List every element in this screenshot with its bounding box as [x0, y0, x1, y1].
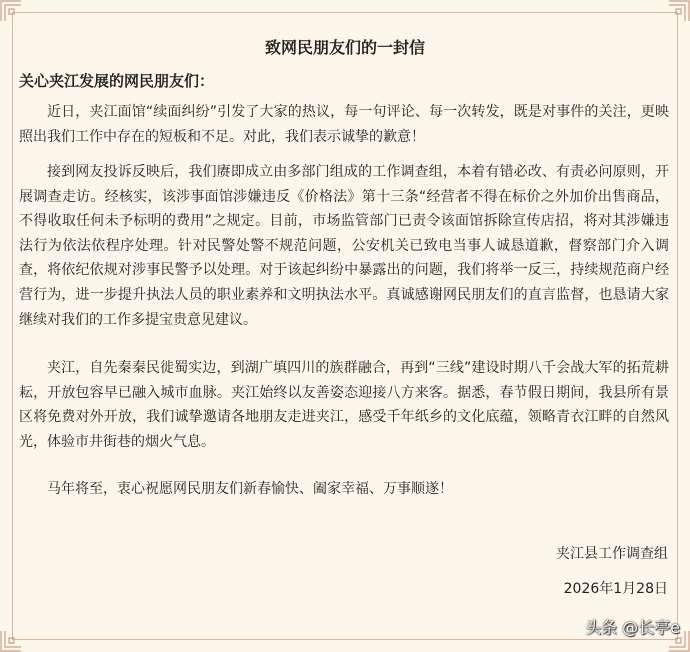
letter-salutation: 关心夹江发展的网民朋友们： [19, 72, 215, 90]
letter-date: 2026年1月28日 [563, 581, 668, 597]
letter-paragraph: 接到网友投诉反映后，我们赓即成立由多部门组成的工作调查组，本着有错必改、有责必问原则，开展调查走访。经核实，该涉事面馆涉嫌违反《价格法》第十三条“经营者不得在标价之外加价出售商品，不得收取任何未予标明的费用”之规定。目前，市场监管部门已责令该面馆拆除宣传店招，将对其涉嫌违法行为依法依程序处理。针对民警处警不规范问题，公安机关已致电当事人诚恳道歉，督察部门介入调查，将依纪依规对涉事民警予以处理。对于该起纠纷中暴露出的问题，我们将举一反三，持续规范商户经营行为，进一步提升执法人员的职业素养和文明执法水平。真诚感谢网民朋友们的直言监督，也恳请大家继续对我们的工作多提宝贵意见建议。 [19, 164, 669, 328]
source-watermark: 头条 @长亭e [585, 618, 680, 637]
letter-paragraph: 近日，夹江面馆“续面纠纷”引发了大家的热议，每一句评论、每一次转发，既是对事件的关注，更映照出我们工作中存在的短板和不足。对此，我们表示诚挚的歉意！ [19, 104, 669, 145]
letter-paragraph: 马年将至，衷心祝愿网民朋友们新春愉快、阖家幸福、万事顺遂！ [47, 481, 453, 497]
corner-ornament-top-right [668, 0, 690, 22]
corner-ornament-top-left [0, 0, 22, 22]
letter-title: 致网民朋友们的一封信 [264, 38, 425, 57]
letter-paragraph: 夹江，自先秦秦民徙蜀实边，到湖广填四川的族群融合，再到“三线”建设时期八千会战大军的拓荒耕耘，开放包容早已融入城市血脉。夹江始终以友善姿态迎接八方来客。据悉，春节假日期间，我县所有景区将免费对外开放，我们诚挚邀请各地朋友走进夹江，感受千年纸乡的文化底蕴，领略青衣江畔的自然风光，体验市井街巷的烟火气息。 [19, 360, 669, 450]
letter-signature: 夹江县工作调查组 [556, 546, 668, 562]
corner-ornament-bottom-left [0, 630, 22, 652]
